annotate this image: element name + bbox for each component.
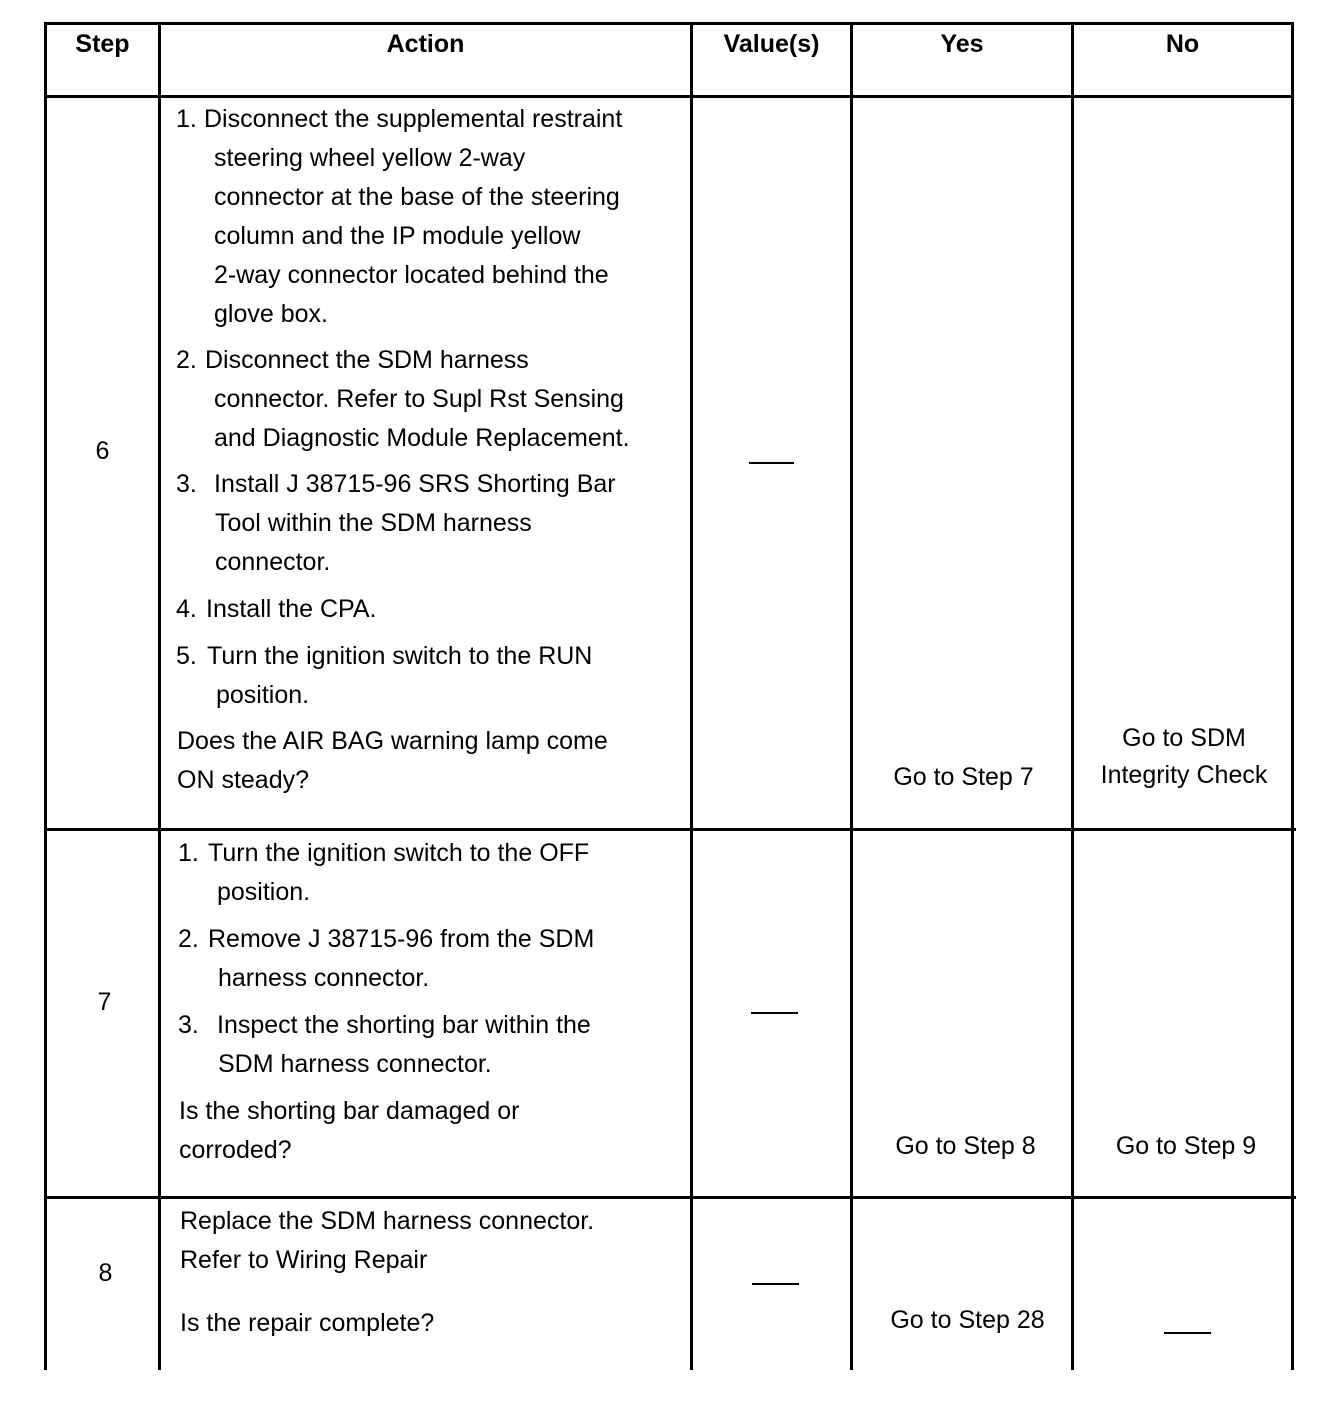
col-border-values-yes <box>850 22 853 1370</box>
row-6-no: Go to SDM Integrity Check <box>1100 724 1268 789</box>
header-yes: Yes <box>940 30 984 58</box>
col-border-step-action <box>158 22 161 1370</box>
row-6-action-1: 1. Disconnect the supplemental restraint steering wheel yellow 2-way connector at the base of the steering column and the IP module yellow 2-way connector located behind the glove box. <box>176 105 623 328</box>
row-7-action-2: 2. Remove J 38715-96 from the SDM harness connector. <box>178 925 595 992</box>
row-6-yes: Go to Step 7 <box>893 763 1034 791</box>
row-6-bottom-border <box>46 828 1296 831</box>
row-6-actions <box>176 100 622 334</box>
row-8-question: Is the repair complete? <box>180 1309 435 1337</box>
header-step: Step <box>75 30 130 58</box>
row-7-no: Go to Step 9 <box>1115 1132 1257 1160</box>
row-7-question: Is the shorting bar damaged or corroded? <box>179 1097 520 1164</box>
col-border-left <box>44 22 47 1370</box>
row-6-question: Does the AIR BAG warning lamp come ON steady? <box>177 727 608 794</box>
row-6-action-2: 2. Disconnect the SDM harness connector. Refer to Supl Rst Sensing and Diagnostic Module Replacement. <box>176 346 630 452</box>
row-7-step-number: 7 <box>97 988 112 1016</box>
row-7-bottom-border <box>46 1196 1296 1199</box>
row-6-action-4: 4. Install the CPA. <box>176 595 377 623</box>
row-8-step-number: 8 <box>98 1259 113 1287</box>
row-6-action-3: 3. Install J 38715-96 SRS Shorting Bar Tool within the SDM harness connector. <box>176 470 616 576</box>
row-8-value-dash <box>752 1283 799 1285</box>
col-border-action-values <box>690 22 693 1370</box>
header-action: Action <box>386 30 465 58</box>
header-bottom-border <box>44 95 1294 98</box>
row-7-action-3: 3. Inspect the shorting bar within the SDM harness connector. <box>178 1011 591 1078</box>
row-8-yes: Go to Step 28 <box>890 1306 1045 1334</box>
row-6-step-number: 6 <box>95 437 110 465</box>
header-values: Value(s) <box>723 30 820 58</box>
header-no: No <box>1165 30 1200 58</box>
table-top-border <box>44 22 1294 25</box>
row-7-yes: Go to Step 8 <box>895 1132 1036 1160</box>
row-6-value-dash <box>749 462 794 464</box>
row-7-value-dash <box>751 1012 798 1014</box>
row-6-action-5: 5. Turn the ignition switch to the RUN position. <box>176 642 593 709</box>
row-7-action-1: 1. Turn the ignition switch to the OFF position. <box>178 839 590 906</box>
col-border-right <box>1291 22 1294 1370</box>
row-8-no-dash <box>1164 1332 1211 1334</box>
col-border-yes-no <box>1071 22 1074 1370</box>
row-8-plain: Replace the SDM harness connector. Refer to Wiring Repair <box>180 1207 595 1274</box>
